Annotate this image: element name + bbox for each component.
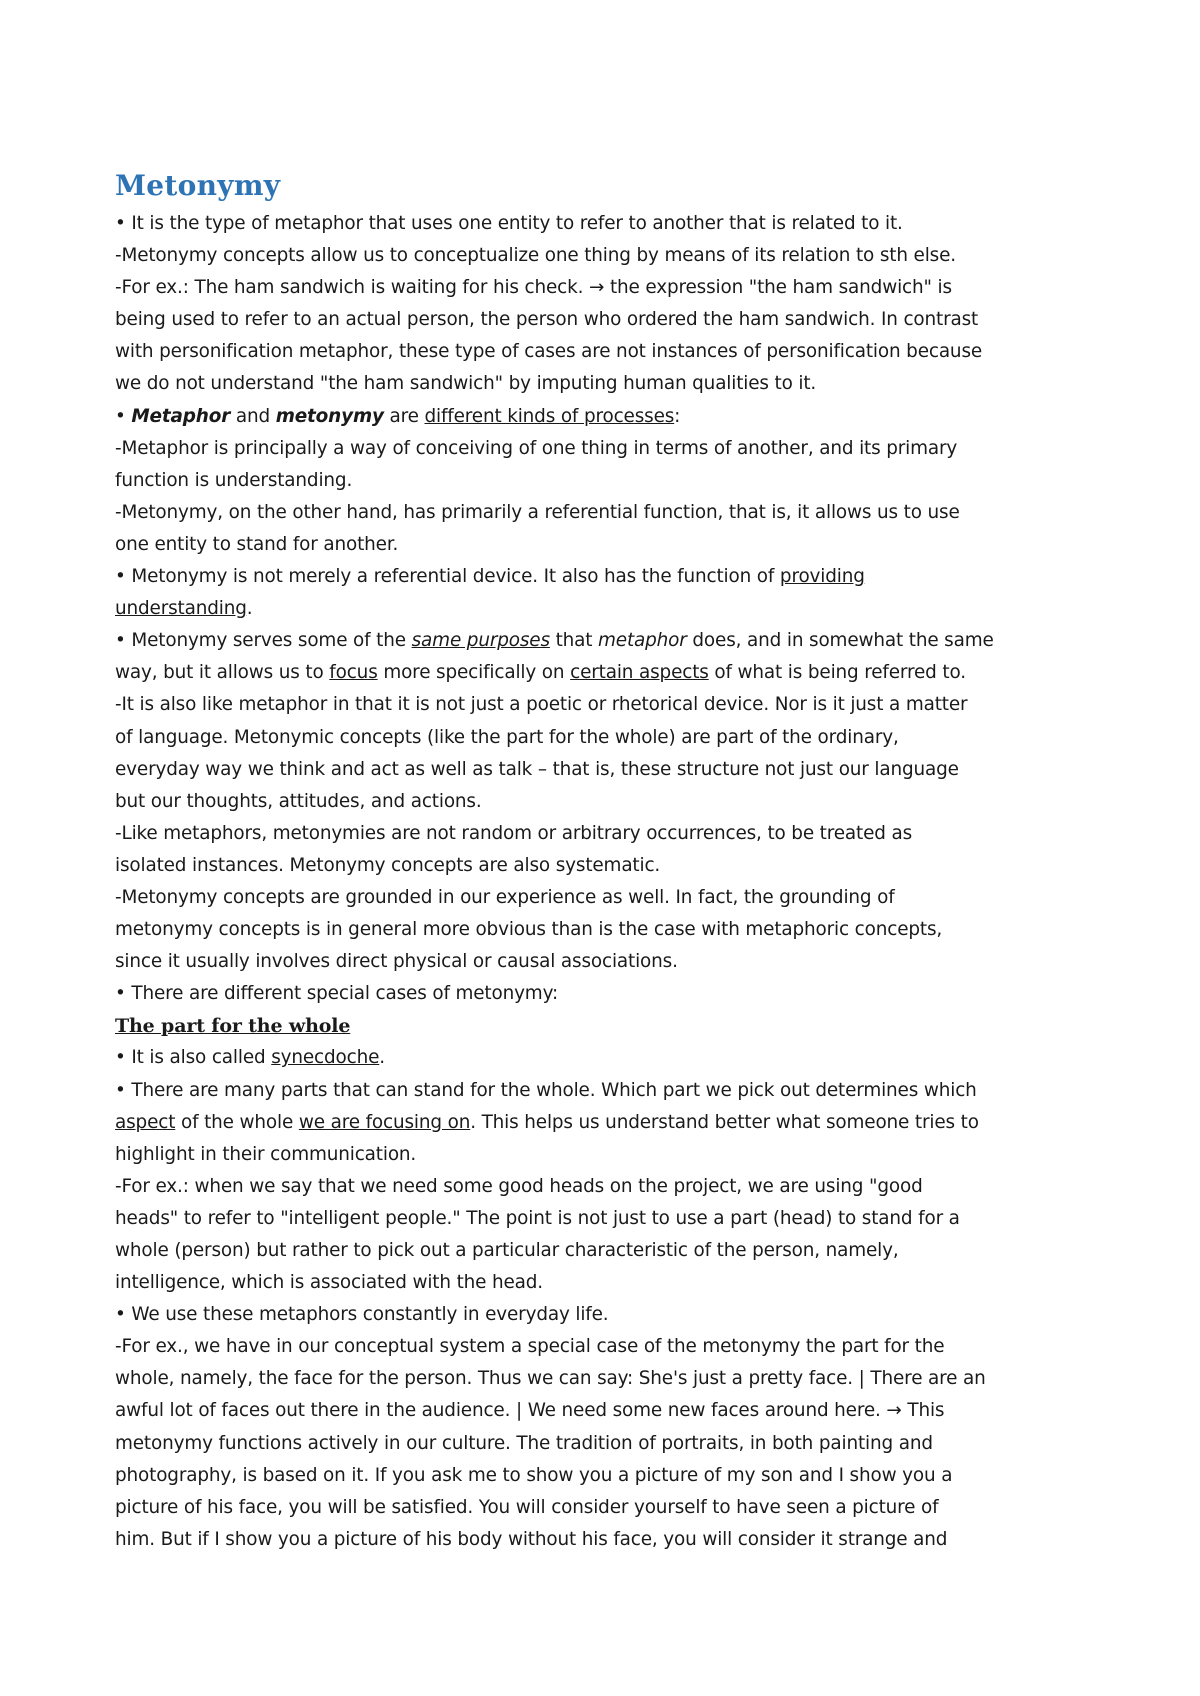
underlined-phrase: same purposes [411,630,550,652]
document-page [115,166,1055,1556]
text-run: • Metonymy serves some of the [115,630,412,652]
text-line [115,1042,1055,1074]
text-line: • There are many parts that can stand for the whole. Which part we pick out determines which [115,1079,977,1101]
document-body [115,208,1055,1556]
text-line: • It is the type of metaphor that uses one entity to refer to another that is related to it. [115,213,903,234]
text-line: but our thoughts, attitudes, and actions. [115,790,482,812]
text-run: of the whole [175,1111,299,1133]
text-line: -Metonymy, on the other hand, has primarily a referential function, that is, it allows us to use [115,501,960,523]
text-line: picture of his face, you will be satisfied. You will consider yourself to have seen a picture of [115,1496,939,1518]
underlined-phrase: understanding [115,598,247,620]
text-run: does, and in somewhat the same [686,630,994,652]
text-line: everyday way we think and act as well as talk – that is, these structure not just our language [115,758,959,780]
text-line: him. But if I show you a picture of his body without his face, you will consider it strange and [115,1528,948,1550]
text-run: . This helps us understand better what someone tries to [470,1111,979,1133]
section-heading: The part for the whole [115,1015,351,1038]
underlined-phrase: we are focusing on [298,1111,471,1133]
text-line: -Metaphor is principally a way of conceiving of one thing in terms of another, and its primary [115,437,958,459]
text-line: isolated instances. Metonymy concepts are also systematic. [115,854,661,876]
text-line [115,657,1055,689]
underlined-phrase: providing [779,566,865,588]
text-run: • It is also called [115,1047,272,1069]
text-line: • There are different special cases of metonymy: [115,983,559,1005]
italic-phrase: metaphor [598,630,687,652]
text-run: more specifically on [377,662,571,684]
text-line: whole, namely, the face for the person. Thus we can say: She's just a pretty face. | There are an [115,1368,986,1390]
text-run: . [379,1047,385,1069]
text-line: of language. Metonymic concepts (like the part for the whole) are part of the ordinary, [115,726,899,748]
text-line: -Like metaphors, metonymies are not random or arbitrary occurrences, to be treated as [115,822,913,844]
underlined-phrase: different kinds of processes [424,405,675,427]
text-line: with personification metaphor, these type of cases are not instances of personification because [115,341,983,363]
text-line: metonymy functions actively in our culture. The tradition of portraits, in both painting and [115,1432,933,1454]
text-line [115,1107,1055,1139]
text-line: • We use these metaphors constantly in everyday life. [115,1304,609,1326]
text-line: photography, is based on it. If you ask me to show you a picture of my son and I show you a [115,1464,953,1486]
text-line: -Metonymy concepts allow us to conceptualize one thing by means of its relation to sth else. [115,245,956,267]
text-run: : [674,405,681,427]
text-line: heads" to refer to "intelligent people." The point is not just to use a part (head) to stand for a [115,1207,960,1229]
text-line [115,401,1055,433]
underlined-phrase: synecdoche [271,1047,380,1069]
text-line: highlight in their communication. [115,1143,417,1165]
text-line: we do not understand "the ham sandwich" by imputing human qualities to it. [115,373,817,395]
text-run: and [230,405,276,427]
text-line: since it usually involves direct physical or causal associations. [115,951,678,973]
text-line: function is understanding. [115,469,353,491]
underlined-phrase: focus [329,662,378,684]
text-run: that [549,630,599,652]
text-line [115,625,1055,657]
text-run: • [115,405,132,427]
text-line: awful lot of faces out there in the audience. | We need some new faces around here. → This [115,1400,945,1422]
text-line: being used to refer to an actual person, the person who ordered the ham sandwich. In contrast [115,309,979,331]
underlined-phrase: certain aspects [570,662,709,684]
text-line: -For ex.: when we say that we need some good heads on the project, we are using "good [115,1175,923,1197]
text-run: way, but it allows us to [115,662,330,684]
text-line [115,593,1055,625]
underlined-phrase: aspect [115,1111,176,1133]
text-run: . [246,598,253,620]
text-line [115,561,1055,593]
text-line: -For ex.: The ham sandwich is waiting for his check. → the expression "the ham sandwich" is [115,277,952,299]
text-line: whole (person) but rather to pick out a particular characteristic of the person, namely, [115,1240,899,1261]
text-run: are [383,405,425,427]
text-line: metonymy concepts is in general more obvious than is the case with metaphoric concepts, [115,919,943,941]
emphasis-metonymy: metonymy [275,405,384,427]
text-line: -Metonymy concepts are grounded in our experience as well. In fact, the grounding of [115,886,895,908]
text-line: intelligence, which is associated with the head. [115,1272,544,1294]
text-line: -It is also like metaphor in that it is not just a poetic or rhetorical device. Nor is it just a matter [115,694,968,716]
emphasis-metaphor: Metaphor [131,405,231,427]
text-run: of what is being referred to. [708,662,966,684]
text-line: -For ex., we have in our conceptual system a special case of the metonymy the part for the [115,1336,945,1358]
text-run: • Metonymy is not merely a referential device. It also has the function of [115,566,780,588]
text-line: one entity to stand for another. [115,533,399,555]
document-title: Metonymy [115,169,281,202]
